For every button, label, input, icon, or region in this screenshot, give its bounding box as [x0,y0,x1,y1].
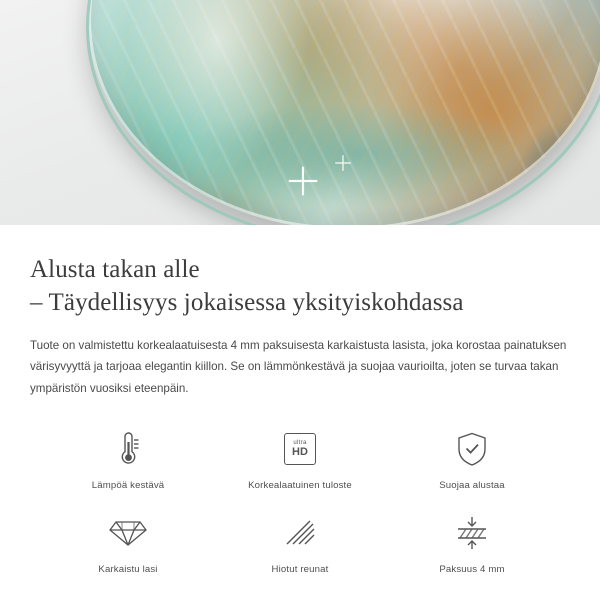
headline-line-1: Alusta takan alle [30,256,200,283]
headline-line-2: – Täydellisyys jokaisessa yksityiskohdassa [30,289,464,316]
feature-item [386,511,558,575]
feature-label: Hiotut reunat [271,564,329,576]
ultra-hd-badge-top: ultra [293,440,307,447]
feature-item [386,427,558,491]
diamond-icon [108,511,148,555]
polished-edges-icon [283,511,317,555]
feature-label: Lämpöä kestävä [91,480,165,492]
feature-item [42,427,214,491]
ultra-hd-icon [284,427,316,471]
feature-item [42,511,214,575]
page-title [30,253,570,319]
feature-item [214,511,386,575]
ultra-hd-badge-bottom: HD [292,446,308,459]
feature-label: Paksuus 4 mm [439,564,505,576]
shield-check-icon [456,427,488,471]
feature-label: Karkaistu lasi [98,564,158,576]
feature-label: Korkealaatuinen tuloste [248,480,352,492]
glass-disc-product [88,0,600,225]
thermometer-icon [111,427,145,471]
thickness-arrows-icon [454,511,490,555]
feature-label: Suojaa alustaa [439,480,505,492]
hero-image [0,0,600,225]
feature-grid [30,427,570,575]
content-section [0,225,600,575]
feature-item [214,427,386,491]
description-paragraph: Tuote on valmistettu korkealaatuisesta 4 mm paksuisesta karkaistusta lasista, joka korostaa painatuksen värisyvyyttä ja tarjoaa elegantin kiillon. Se on lämmönkestävä ja suojaa vaurioilta, joten se turvaa takan ympäristön vuosiksi eteenpäin. [30,339,567,395]
